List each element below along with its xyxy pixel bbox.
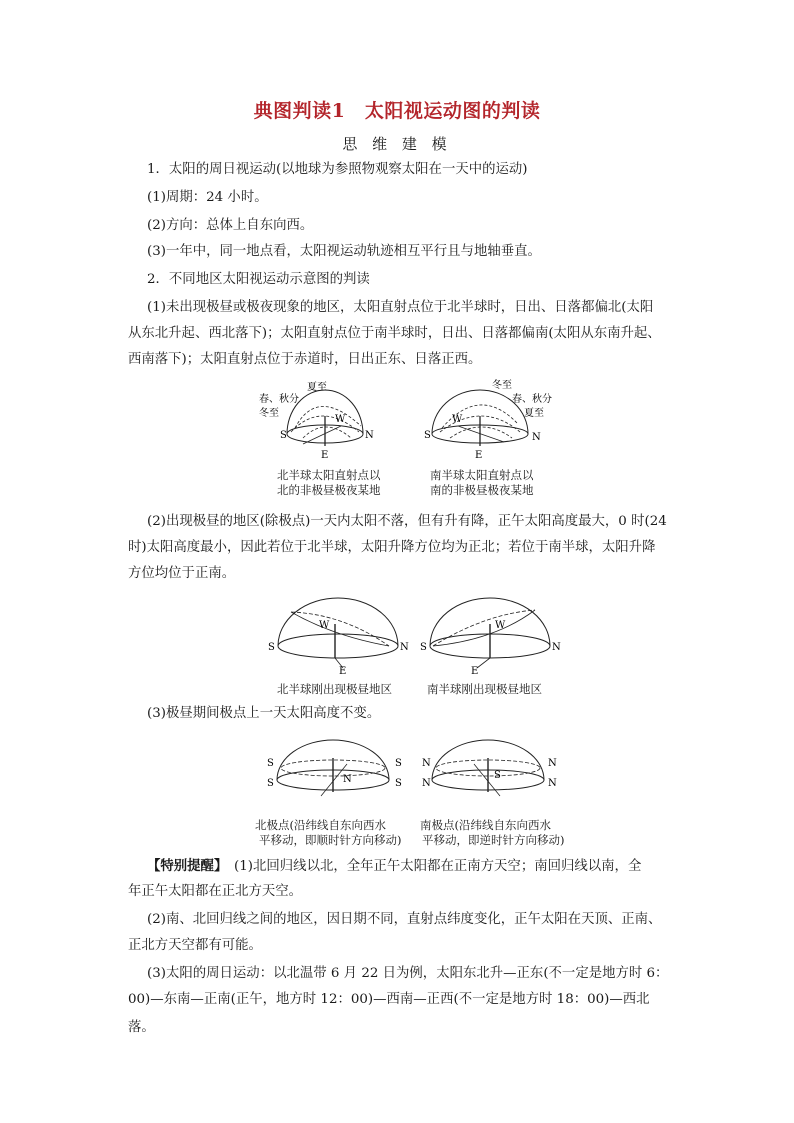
- fig2-label-equinox: 春、秋分: [512, 394, 552, 405]
- tip-1-line-2: 年正午太阳都在正北方天空。: [128, 884, 303, 899]
- figure-south-pole: [420, 736, 580, 846]
- fig1-label-summer: 夏至: [307, 382, 327, 393]
- figure-4-diagram: [415, 596, 565, 676]
- tip-line-1: [147, 852, 687, 881]
- figure-6-diagram: [420, 736, 580, 812]
- paragraph-6-line-1: (1)未出现极昼或极夜现象的地区，太阳直射点位于北半球时，日出、日落都偏北(太阳: [147, 300, 654, 315]
- paragraph-6-line-2: 从东北升起、西北落下)；太阳直射点位于南半球时，日出、日落都偏南(太阳从东南升起、: [128, 326, 661, 341]
- fig1-label-S: S: [280, 430, 287, 441]
- figure-2-diagram: [420, 376, 560, 464]
- figure-1-caption-line-2: 北的非极昼极夜某地: [277, 483, 381, 497]
- fig2-label-winter: 冬至: [492, 380, 512, 391]
- tip-1-line-1: (1)北回归线以北，全年正午太阳都在正南方天空；南回归线以南，全: [220, 859, 642, 874]
- fig4-label-N: N: [552, 642, 561, 653]
- fig5-label-S4: S: [395, 778, 402, 789]
- fig6-label-N3: N: [548, 758, 557, 769]
- figure-5-diagram: [255, 736, 415, 812]
- fig5-label-S1: S: [267, 758, 274, 769]
- fig3-label-N: N: [400, 642, 409, 653]
- fig1-label-N: N: [365, 430, 374, 441]
- fig4-label-W: W: [495, 620, 506, 631]
- tip-2-line-1: (2)南、北回归线之间的地区，因日期不同，直射点纬度变化，正午太阳在天顶、正南、: [147, 912, 662, 927]
- figure-2-caption-line-2: 南的非极昼极夜某地: [430, 483, 534, 497]
- fig5-label-N: N: [343, 774, 352, 785]
- tip-3-line-2: 00)—东南—正南(正午，地方时 12：00)—西南—正西(不一定是地方时 18：00)—西北落。: [128, 992, 650, 1035]
- fig1-label-E: E: [321, 450, 329, 461]
- figure-north-pole: [255, 736, 415, 846]
- fig2-label-W: W: [452, 414, 463, 425]
- page-title: 典图判读1 太阳视运动图的判读: [253, 100, 541, 122]
- paragraph-4: (3)一年中，同一地点看，太阳视运动轨迹相互平行且与地轴垂直。: [147, 244, 541, 259]
- paragraph-6-line-3: 西南落下)；太阳直射点位于赤道时，日出正东、日落正西。: [128, 352, 482, 367]
- paragraph-5: 2．不同地区太阳视运动示意图的判读: [147, 272, 370, 287]
- figure-5-caption-line-1: 北极点(沿纬线自东向西水: [255, 818, 386, 832]
- figure-6-caption-line-2: 平移动，即逆时针方向移动): [422, 833, 565, 847]
- figure-4-caption: 南半球刚出现极昼地区: [427, 682, 542, 696]
- figure-northern-sun-path: [255, 376, 395, 496]
- paragraph-7-line-3: 方位均位于正南。: [128, 566, 236, 581]
- tip-3-line-1: (3)太阳的周日运动：以北温带 6 月 22 日为例，太阳东北升—正东(不一定是地方时 6：: [147, 966, 669, 981]
- section-subtitle: 思 维 建 模: [342, 135, 452, 153]
- fig2-label-E: E: [475, 450, 483, 461]
- fig2-label-summer: 夏至: [524, 408, 544, 419]
- paragraph-7-line-1: (2)出现极昼的地区(除极点)一天内太阳不落，但有升有降，正午太阳高度最大，0 时(24: [147, 514, 667, 529]
- fig3-label-W: W: [319, 620, 330, 631]
- fig5-label-S3: S: [395, 758, 402, 769]
- fig3-label-E: E: [339, 666, 347, 676]
- fig2-label-N: N: [532, 432, 541, 443]
- fig6-label-N4: N: [548, 778, 557, 789]
- figure-6-caption-line-1: 南极点(沿纬线自东向西水: [420, 818, 551, 832]
- fig4-label-S: S: [420, 642, 427, 653]
- fig6-label-N2: N: [422, 778, 431, 789]
- figure-southern-sun-path: [420, 376, 560, 496]
- tip-2-line-2: 正北方天空都有可能。: [128, 938, 262, 953]
- paragraph-1: 1．太阳的周日视运动(以地球为参照物观察太阳在一天中的运动): [147, 162, 528, 177]
- fig1-label-W: W: [335, 414, 346, 425]
- fig2-label-S: S: [424, 430, 431, 441]
- figure-southern-polar-day: [415, 596, 565, 694]
- figure-5-caption-line-2: 平移动，即顺时针方向移动): [259, 833, 402, 847]
- fig1-label-winter: 冬至: [259, 408, 279, 419]
- figure-1-diagram: [255, 376, 395, 464]
- fig4-label-E: E: [471, 666, 479, 676]
- fig6-label-N1: N: [422, 758, 431, 769]
- figure-3-caption: 北半球刚出现极昼地区: [277, 682, 392, 696]
- paragraph-2: (1)周期：24 小时。: [147, 190, 268, 205]
- fig3-label-S: S: [268, 642, 275, 653]
- fig6-label-S: S: [494, 770, 501, 781]
- figure-1-caption-line-1: 北半球太阳直射点以: [277, 468, 381, 482]
- figure-2-caption-line-1: 南半球太阳直射点以: [430, 468, 534, 482]
- paragraph-8: (3)极昼期间极点上一天太阳高度不变。: [147, 706, 381, 721]
- fig5-label-S2: S: [267, 778, 274, 789]
- tip-label: 【特别提醒】: [147, 858, 221, 874]
- figure-northern-polar-day: [263, 596, 413, 694]
- paragraph-3: (2)方向：总体上自东向西。: [147, 218, 314, 233]
- fig1-label-equinox: 春、秋分: [259, 394, 299, 405]
- figure-3-diagram: [263, 596, 413, 676]
- paragraph-7-line-2: 时)太阳高度最小，因此若位于北半球，太阳升降方位均为正北；若位于南半球，太阳升降: [128, 540, 656, 555]
